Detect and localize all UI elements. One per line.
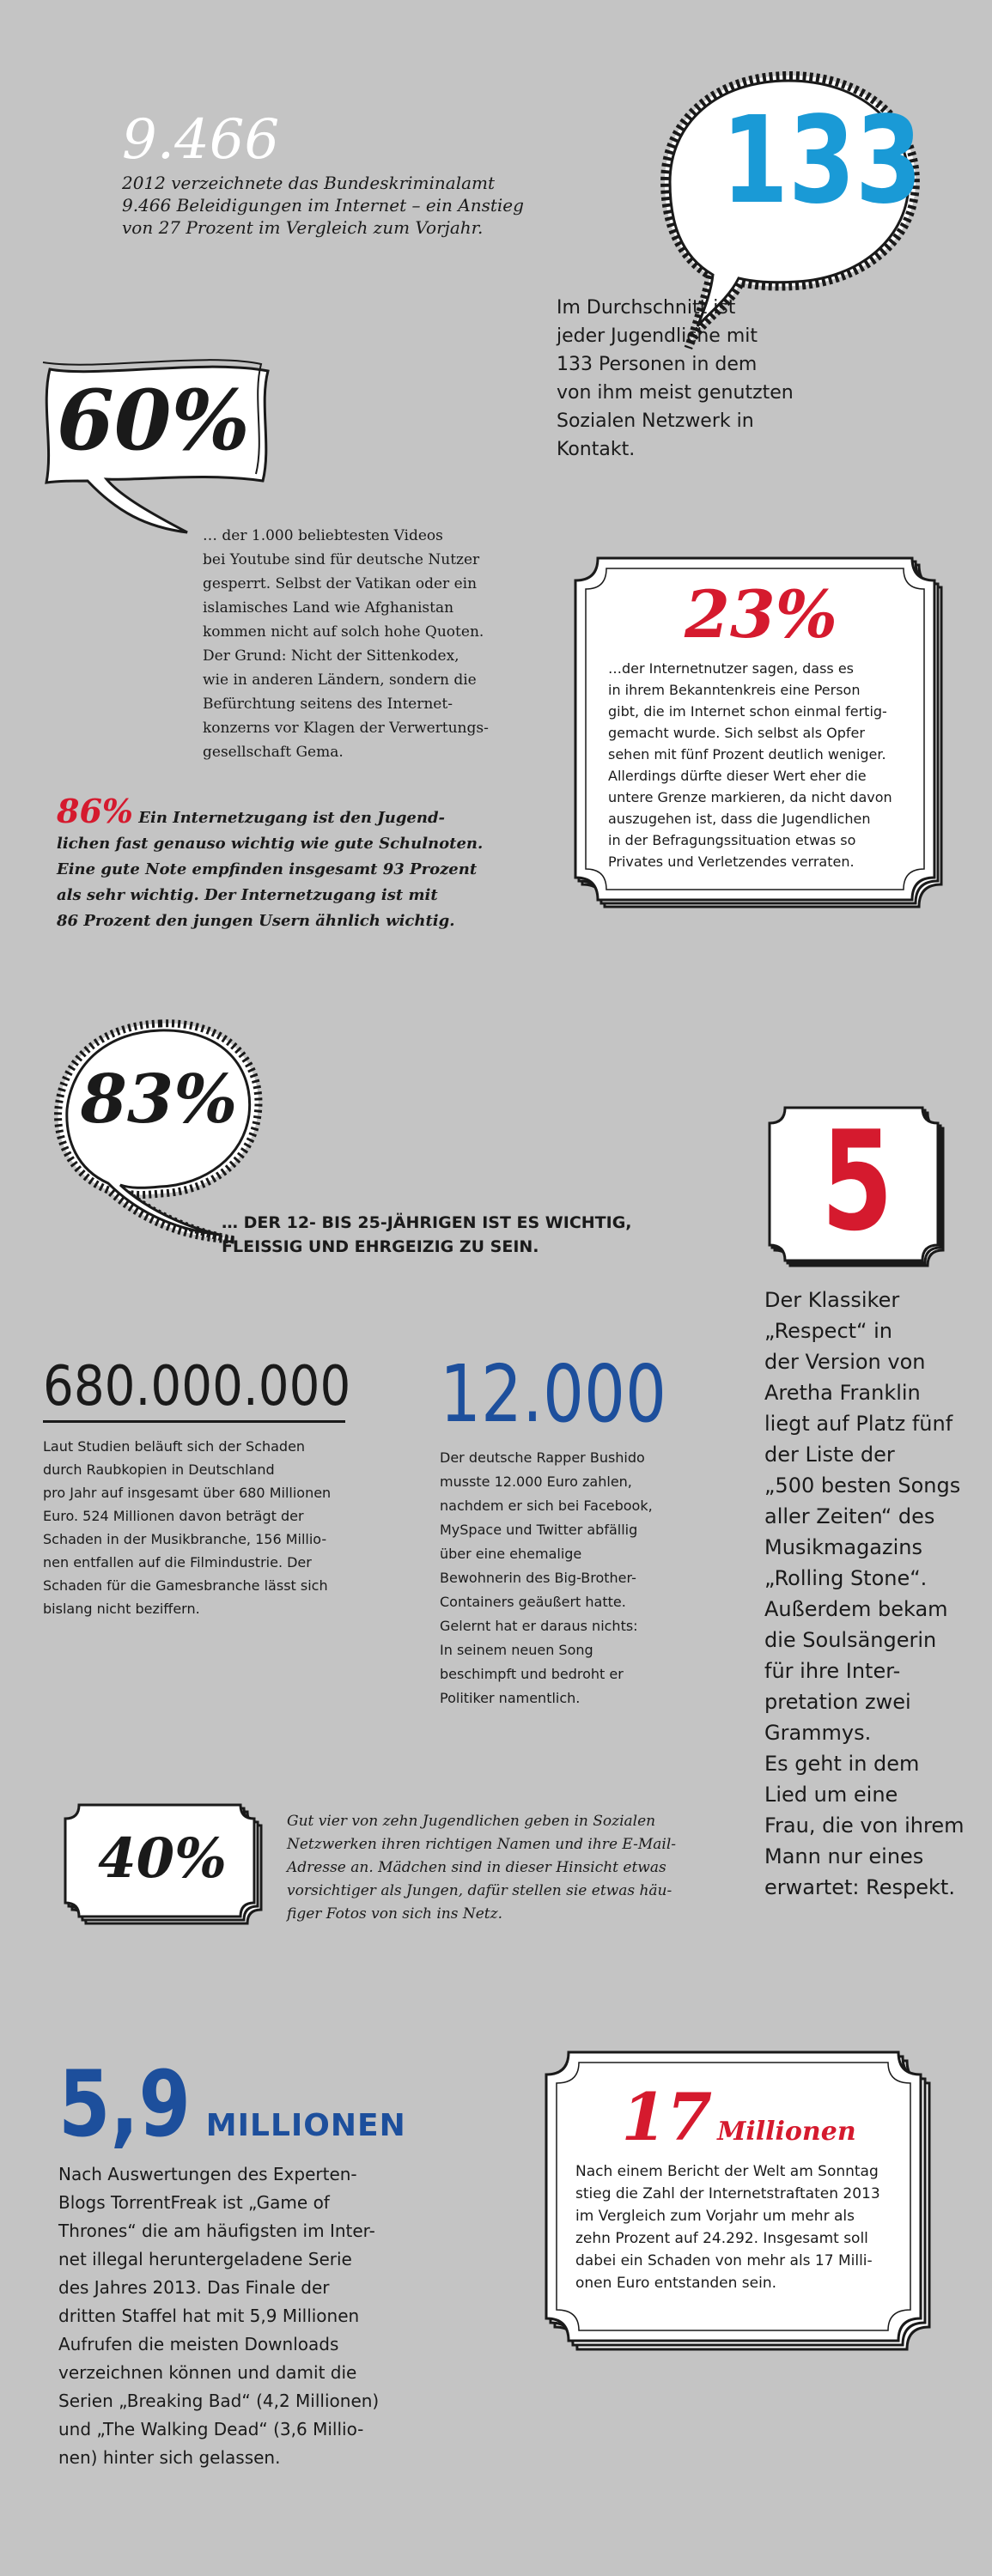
text-line: … DER 12- BIS 25-JÄHRIGEN IST ES WICHTIG,	[222, 1213, 632, 1232]
text-line	[57, 792, 483, 831]
stat-17m-heading	[533, 2079, 945, 2155]
text-line: Aufrufen die meisten Downloads	[58, 2334, 339, 2354]
text-line: sehen mit fünf Prozent deutlich weniger.	[608, 746, 886, 762]
text-line: Eine gute Note empfinden insgesamt 93 Prozent	[57, 860, 478, 878]
text-line: verzeichnen können und damit die	[58, 2362, 357, 2383]
text-line: Bewohnerin des Big-Brother-	[440, 1570, 636, 1586]
text-line: Allerdings dürfte dieser Wert eher die	[608, 768, 867, 784]
text-line: Kontakt.	[557, 439, 636, 460]
text-line: dritten Staffel hat mit 5,9 Millionen	[58, 2306, 360, 2326]
stat-680m-number: 680.000.000	[43, 1355, 351, 1419]
stat-680m	[43, 1357, 393, 1620]
text-line: lichen fast genauso wichtig wie gute Schulnoten.	[57, 835, 484, 853]
text-line: 86 Prozent den jungen Usern ähnlich wichtig.	[57, 912, 455, 930]
underline	[43, 1420, 345, 1423]
text-line: Mann nur eines	[764, 1844, 924, 1868]
text-line: des Jahres 2013. Das Finale der	[58, 2277, 330, 2298]
stat-5-9m	[58, 2051, 406, 2472]
text-line: Containers geäußert hatte.	[440, 1594, 626, 1610]
text-line: 133 Personen in dem	[557, 354, 758, 375]
text-line: als sehr wichtig. Der Internetzugang ist mit	[57, 886, 438, 904]
stat-12000-text	[440, 1446, 716, 1710]
text-line: pro Jahr auf insgesamt über 680 Millionen	[43, 1485, 332, 1501]
text-line: gesperrt. Selbst der Vatikan oder ein	[203, 575, 478, 592]
text-line: der Version von	[764, 1350, 926, 1374]
text-line: über eine ehemalige	[440, 1546, 582, 1562]
text-line: Aretha Franklin	[764, 1381, 921, 1405]
text-line: Blogs TorrentFreak ist „Game of	[58, 2192, 330, 2213]
text-line: nachdem er sich bei Facebook,	[440, 1498, 653, 1514]
text-line: und „The Walking Dead“ (3,6 Millio-	[58, 2419, 364, 2439]
stat-9466-number: 9.466	[122, 108, 280, 172]
text-line: islamisches Land wie Afghanistan	[203, 599, 454, 617]
stat-86	[57, 792, 484, 934]
text-line: Thrones“ die am häufigsten im Inter-	[58, 2221, 375, 2241]
text-line: wie in anderen Ländern, sondern die	[203, 671, 477, 689]
text-line: konzerns vor Klagen der Verwertungs-	[203, 720, 489, 737]
text-line: Im Durchschnitt ist	[557, 297, 736, 319]
text-line: stieg die Zahl der Internetstraftaten 2013	[575, 2185, 880, 2202]
text-line: gesellschaft Gema.	[203, 744, 344, 761]
text-line: „500 besten Songs	[764, 1473, 961, 1498]
text-line: gibt, die im Internet schon einmal fertig-	[608, 703, 887, 720]
text-line: … der 1.000 beliebtesten Videos	[203, 527, 443, 544]
text-line: von ihm meist genutzten	[557, 382, 794, 404]
text-line: Adresse an. Mädchen sind in dieser Hinsicht etwas	[287, 1859, 666, 1876]
stat-17m-number: 17	[621, 2079, 713, 2155]
stat-12000	[440, 1348, 716, 1710]
text-line: Schaden in der Musikbranche, 156 Millio-	[43, 1531, 327, 1547]
text-line: der Liste der	[764, 1443, 895, 1467]
text-line: Serien „Breaking Bad“ (4,2 Millionen)	[58, 2391, 380, 2411]
text-line: Außerdem bekam	[764, 1597, 948, 1621]
text-line: im Vergleich zum Vorjahr um mehr als	[575, 2208, 855, 2225]
text-line: Sozialen Netzwerk in	[557, 410, 754, 432]
text-line: untere Grenze markieren, da nicht davon	[608, 789, 892, 805]
text-line: für ihre Inter-	[764, 1659, 901, 1683]
stat-5-9m-heading	[58, 2051, 406, 2157]
text-line: musste 12.000 Euro zahlen,	[440, 1473, 632, 1490]
stat-60-text	[203, 524, 489, 764]
text-line: Es geht in dem	[764, 1752, 920, 1776]
stat-9466	[122, 108, 524, 239]
text-line: nen) hinter sich gelassen.	[58, 2447, 281, 2468]
text-line: zehn Prozent auf 24.292. Insgesamt soll	[575, 2230, 868, 2247]
text-line: Befürchtung seitens des Internet-	[203, 696, 453, 713]
stat-60-number: 60%	[57, 372, 250, 469]
text-line: Schaden für die Gamesbranche lässt sich	[43, 1577, 328, 1594]
stat-40-number: 40%	[98, 1826, 227, 1891]
stat-5-9m-number: 5,9	[58, 2051, 191, 2157]
text-line: MySpace und Twitter abfällig	[440, 1522, 638, 1538]
text-line: bei Youtube sind für deutsche Nutzer	[203, 551, 480, 568]
stat-680m-text	[43, 1435, 393, 1620]
text-line: Musikmagazins	[764, 1535, 922, 1559]
text-line: Der Klassiker	[764, 1288, 900, 1312]
stat-83-number: 83%	[80, 1060, 238, 1139]
text-line: in ihrem Bekanntenkreis eine Person	[608, 682, 861, 698]
stat-23-text	[608, 658, 892, 872]
stat-9466-text	[122, 172, 524, 239]
stat-12000-number: 12.000	[440, 1348, 666, 1440]
stat-5-9m-unit: MILLIONEN	[205, 2108, 406, 2143]
text-line: Privates und Verletzendes verraten.	[608, 854, 855, 870]
text-line: beschimpft und bedroht er	[440, 1666, 624, 1682]
stat-17m-unit: Millionen	[717, 2117, 856, 2147]
text-line: Politiker namentlich.	[440, 1690, 581, 1706]
text-line: aller Zeiten“ des	[764, 1504, 935, 1528]
stat-86-number: 86%	[57, 792, 133, 830]
text-line: gemacht wurde. Sich selbst als Opfer	[608, 725, 865, 741]
text-line: dabei ein Schaden von mehr als 17 Milli-	[575, 2252, 873, 2269]
text-line: 2012 verzeichnete das Bundeskriminalamt	[122, 173, 496, 193]
text-line: onen Euro entstanden sein.	[575, 2275, 777, 2292]
text-line: Gelernt hat er daraus nichts:	[440, 1618, 638, 1634]
text-line: Lied um eine	[764, 1783, 898, 1807]
text-line: In seinem neuen Song	[440, 1642, 593, 1658]
text-line: bislang nicht beziffern.	[43, 1601, 200, 1617]
text-line: Der Grund: Nicht der Sittenkodex,	[203, 647, 459, 665]
text-line: 9.466 Beleidigungen im Internet – ein Anstieg	[122, 195, 524, 216]
text-line: durch Raubkopien in Deutschland	[43, 1461, 275, 1478]
text-line: kommen nicht auf solch hohe Quoten.	[203, 623, 484, 641]
stat-83-text	[222, 1211, 632, 1259]
text-line: die Soulsängerin	[764, 1628, 937, 1652]
text-line: figer Fotos von sich ins Netz.	[287, 1905, 502, 1923]
text-line: Netzwerken ihren richtigen Namen und ihre E-Mail-	[287, 1836, 677, 1853]
text-line: …der Internetnutzer sagen, dass es	[608, 660, 855, 677]
text-line: auszugehen ist, dass die Jugendlichen	[608, 811, 871, 827]
text-line: pretation zwei	[764, 1690, 911, 1714]
text-line: nen entfallen auf die Filmindustrie. Der	[43, 1554, 312, 1571]
stat-23-number: 23%	[685, 576, 837, 653]
text-line: Nach einem Bericht der Welt am Sonntag	[575, 2163, 879, 2180]
text-line: Der deutsche Rapper Bushido	[440, 1449, 645, 1466]
text-line: „Respect“ in	[764, 1319, 892, 1343]
text-line: jeder Jugendliche mit	[557, 325, 758, 347]
text-line: in der Befragungssituation etwas so	[608, 832, 856, 848]
text-line: Frau, die von ihrem	[764, 1814, 965, 1838]
stat-5-text	[764, 1285, 965, 1903]
text-line: Gut vier von zehn Jugendlichen geben in Sozialen	[287, 1813, 656, 1830]
stat-17m-text	[575, 2160, 880, 2294]
text-line: erwartet: Respekt.	[764, 1875, 955, 1899]
text-line: vorsichtiger als Jungen, dafür stellen sie etwas häu-	[287, 1882, 672, 1899]
stat-5-9m-text	[58, 2160, 406, 2472]
text-line: Grammys.	[764, 1721, 872, 1745]
stat-40-text	[287, 1810, 676, 1926]
text-line: Ein Internetzugang ist den Jugend-	[133, 809, 446, 827]
text-line: liegt auf Platz fünf	[764, 1412, 953, 1436]
text-line: „Rolling Stone“.	[764, 1566, 928, 1590]
text-line: von 27 Prozent im Vergleich zum Vorjahr.	[122, 217, 484, 238]
stat-5-number: 5	[821, 1101, 893, 1261]
stat-133-number: 133	[721, 91, 922, 231]
stat-133-text	[557, 294, 794, 464]
text-line: FLEISSIG UND EHRGEIZIG ZU SEIN.	[222, 1237, 539, 1256]
text-line: Laut Studien beläuft sich der Schaden	[43, 1438, 306, 1455]
text-line: Euro. 524 Millionen davon beträgt der	[43, 1508, 304, 1524]
text-line: net illegal heruntergeladene Serie	[58, 2249, 352, 2269]
text-line: Nach Auswertungen des Experten-	[58, 2164, 357, 2184]
